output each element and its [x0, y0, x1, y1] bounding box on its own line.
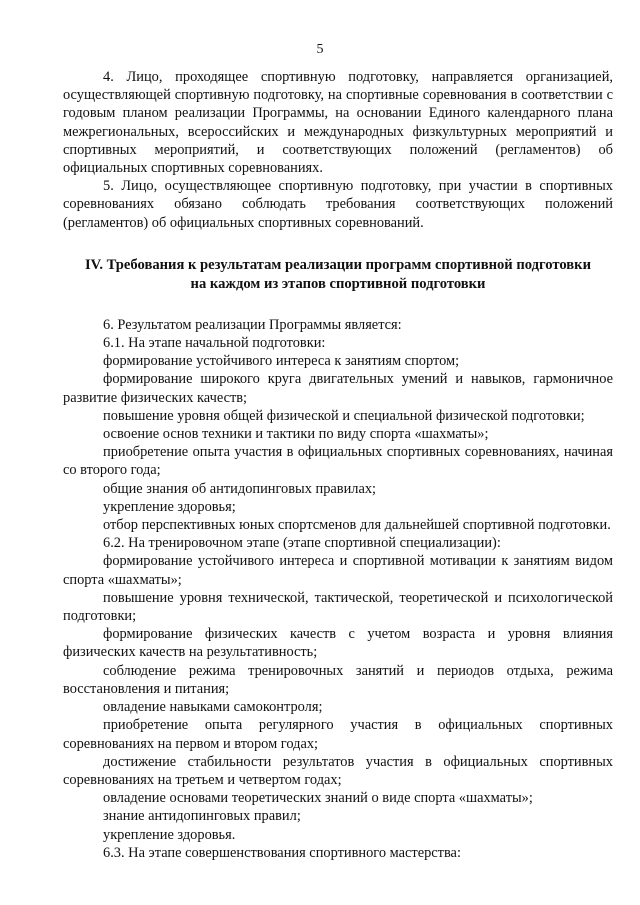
section-heading: [63, 256, 613, 294]
list-item: приобретение опыта участия в официальных спортивных соревнованиях, начиная со второго года;: [63, 444, 613, 479]
list-item: соблюдение режима тренировочных занятий и периодов отдыха, режима восстановления и питания;: [63, 662, 613, 697]
paragraph-4: 4. Лицо, проходящее спортивную подготовку, направляется организацией, осуществляющей спортивную подготовку, на спортивные соревнования в соответствии с годовым планом реализации Программы, на основании Единого календарного плана межрегиональных, всероссийских и международных физкультурных мероприятий и спортивных мероприятий, и соответствующих положений (регламентов) об официальных спортивных соревнованиях.: [63, 69, 613, 177]
page-number: 5: [316, 42, 324, 57]
document-body: [63, 68, 613, 862]
list-item: укрепление здоровья.: [103, 826, 236, 843]
section-heading-line-1: IV. Требования к результатам реализации программ спортивной подготовки: [85, 256, 591, 273]
paragraph-5: 5. Лицо, осуществляющее спортивную подготовку, при участии в спортивных соревнованиях обязано соблюдать требования соответствующих положений (регламентов) об официальных спортивных соревнований.: [63, 178, 613, 231]
list-item: повышение уровня общей физической и специальной физической подготовки;: [103, 407, 585, 424]
paragraph-6-3: 6.3. На этапе совершенствования спортивного мастерства:: [103, 844, 461, 861]
list-item: повышение уровня технической, тактической, теоретической и психологической подготовки;: [63, 589, 613, 625]
list-item: отбор перспективных юных спортсменов для дальнейшей спортивной подготовки.: [103, 517, 611, 534]
list-item: формирование устойчивого интереса к занятиям спортом;: [103, 353, 460, 370]
paragraph-6-1: 6.1. На этапе начальной подготовки:: [103, 335, 326, 352]
list-item: укрепление здоровья;: [103, 498, 236, 515]
paragraph-6-2: 6.2. На тренировочном этапе (этапе спортивной специализации):: [103, 535, 501, 552]
section-heading-line-2: на каждом из этапов спортивной подготовки: [190, 275, 486, 292]
list-item: освоение основ техники и тактики по виду спорта «шахматы»;: [103, 426, 489, 443]
list-item: приобретение опыта регулярного участия в официальных спортивных соревнованиях на первом и втором годах;: [63, 717, 613, 752]
list-item: формирование физических качеств с учетом возраста и уровня влияния физических качеств на результативность;: [63, 626, 613, 661]
list-item: овладение навыками самоконтроля;: [103, 699, 323, 716]
list-item: овладение основами теоретических знаний о виде спорта «шахматы»;: [103, 790, 533, 807]
paragraph-6: 6. Результатом реализации Программы является:: [103, 316, 402, 333]
list-item: знание антидопинговых правил;: [103, 808, 301, 825]
list-item: формирование широкого круга двигательных умений и навыков, гармоничное развитие физических качеств;: [63, 371, 613, 406]
list-item: общие знания об антидопинговых правилах;: [103, 480, 377, 497]
list-item: достижение стабильности результатов участия в официальных спортивных соревнованиях на третьем и четвертом годах;: [63, 753, 613, 788]
list-item: формирование устойчивого интереса и спортивной мотивации к занятиям видом спорта «шахматы»;: [63, 553, 613, 588]
